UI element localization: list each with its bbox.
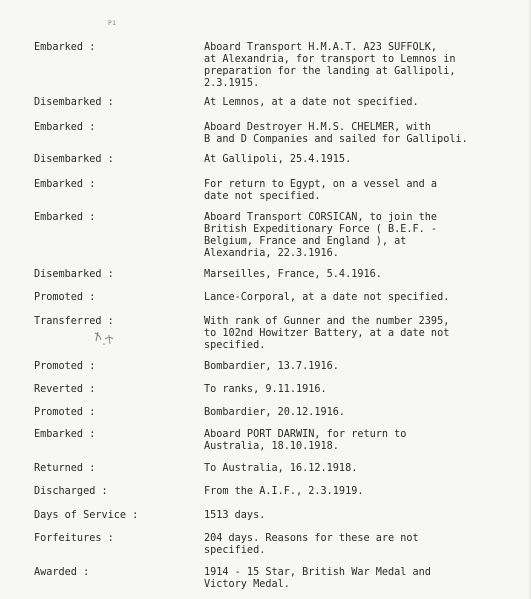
page-mark: P1 (108, 20, 117, 27)
record-value: For return to Egypt, on a vessel and a date not specified. (204, 179, 438, 202)
record-label: Days of Service : (34, 510, 139, 521)
record-value: 1513 days. (204, 510, 266, 521)
record-label: Awarded : (34, 567, 90, 578)
record-label: Promoted : (34, 361, 96, 372)
record-label: Disembarked : (34, 97, 114, 108)
record-value: Marseilles, France, 5.4.1916. (204, 269, 382, 280)
record-value: Bombardier, 20.12.1916. (204, 407, 346, 418)
record-label: Embarked : (34, 212, 96, 223)
record-value: Bombardier, 13.7.1916. (204, 361, 339, 372)
handwritten-margin-note (93, 330, 119, 346)
record-label: Returned : (34, 463, 96, 474)
record-label: Transferred : (34, 316, 114, 327)
record-value: 1914 - 15 Star, British War Medal and Victory Medal. (204, 567, 431, 590)
record-label: Promoted : (34, 292, 96, 303)
record-value: At Gallipoli, 25.4.1915. (204, 154, 352, 165)
record-label: Embarked : (34, 122, 96, 133)
record-value: Lance-Corporal, at a date not specified. (204, 292, 450, 303)
record-value: At Lemnos, at a date not specified. (204, 97, 419, 108)
record-label: Embarked : (34, 42, 96, 53)
record-value: Aboard Destroyer H.M.S. CHELMER, with B and D Companies and sailed for Gallipoli. (204, 122, 468, 145)
record-label: Disembarked : (34, 269, 114, 280)
record-label: Embarked : (34, 429, 96, 440)
record-value: 204 days. Reasons for these are not specified. (204, 533, 419, 556)
record-value: From the A.I.F., 2.3.1919. (204, 486, 364, 497)
record-value: Aboard Transport H.M.A.T. A23 SUFFOLK, at Alexandria, for transport to Lemnos in preparation for the landing at Gallipoli, 2.3.1915. (204, 42, 456, 89)
record-label: Promoted : (34, 407, 96, 418)
record-label: Discharged : (34, 486, 108, 497)
record-value: To Australia, 16.12.1918. (204, 463, 358, 474)
record-label: Reverted : (34, 384, 96, 395)
record-label: Forfeitures : (34, 533, 114, 544)
record-value: Aboard Transport CORSICAN, to join the British Expeditionary Force ( B.E.F. - Belgium, France and England ), at Alexandria, 22.3.1916. (204, 212, 438, 259)
record-value: To ranks, 9.11.1916. (204, 384, 327, 395)
record-label: Disembarked : (34, 154, 114, 165)
record-value: Aboard PORT DARWIN, for return to Australia, 18.10.1918. (204, 429, 407, 452)
record-value: With rank of Gunner and the number 2395, to 102nd Howitzer Battery, at a date not specified. (204, 316, 450, 351)
record-label: Embarked : (34, 179, 96, 190)
